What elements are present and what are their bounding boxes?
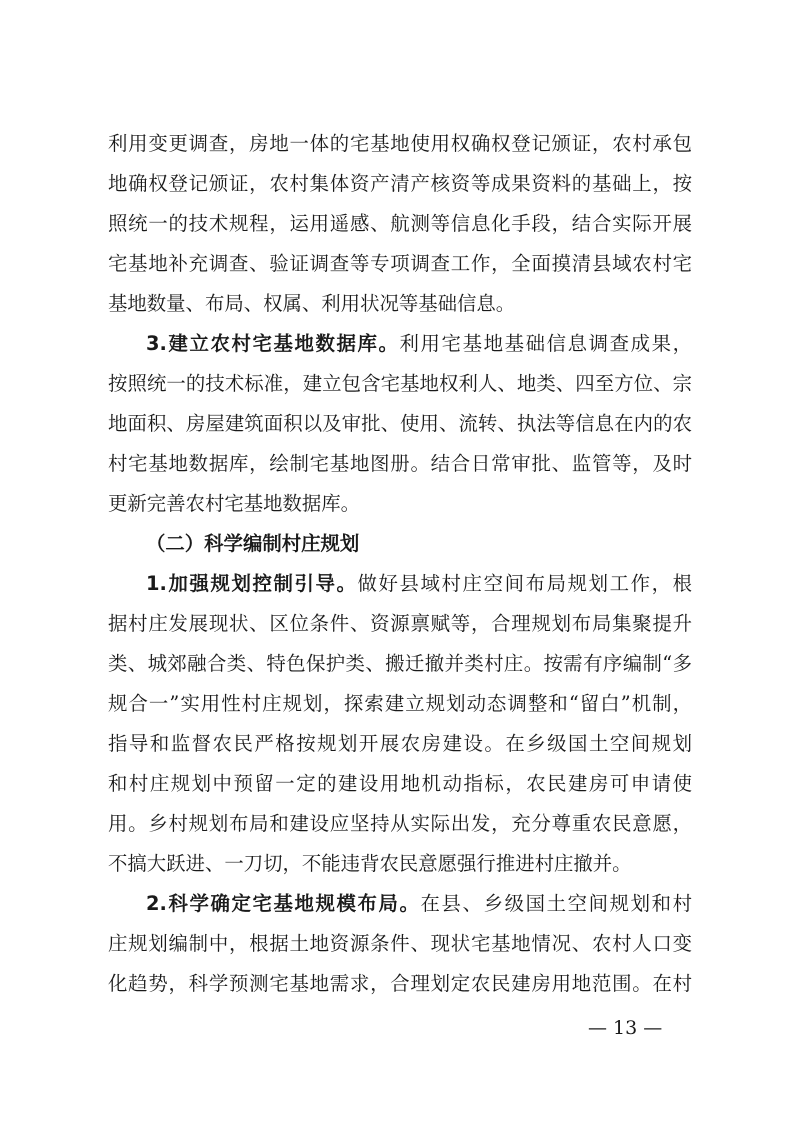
text-line: 类、城郊融合类、特色保护类、搬迁撤并类村庄。按需有序编制“多 xyxy=(108,652,692,675)
section-heading-3: 3.建立农村宅基地数据库。 xyxy=(146,332,400,355)
text-line: 基地数量、布局、权属、利用状况等基础信息。 xyxy=(108,292,516,315)
text-line: 地确权登记颁证，农村集体资产清产核资等成果资料的基础上，按 xyxy=(108,172,692,195)
section-heading-2: 2.科学确定宅基地规模布局。 xyxy=(146,892,421,915)
text-line: 按照统一的技术标准，建立包含宅基地权利人、地类、四至方位、宗 xyxy=(108,372,692,395)
text-line: 村宅基地数据库，绘制宅基地图册。结合日常审批、监管等，及时 xyxy=(108,452,692,475)
chapter-heading: （二）科学编制村庄规划 xyxy=(146,532,360,555)
text-line: 指导和监督农民严格按规划开展农房建设。在乡级国土空间规划 xyxy=(108,732,692,755)
section-line xyxy=(108,884,692,924)
section-line xyxy=(108,564,692,604)
text-line: 化趋势，科学预测宅基地需求，合理划定农民建房用地范围。在村 xyxy=(108,972,692,995)
page-number: — 13 — xyxy=(588,1017,663,1039)
section-line xyxy=(108,324,692,364)
text-line: 不搞大跃进、一刀切，不能违背农民意愿强行推进村庄撤并。 xyxy=(108,852,632,875)
text-line: 规合一”实用性村庄规划，探索建立规划动态调整和“留白”机制， xyxy=(108,692,692,715)
text-line: 宅基地补充调查、验证调查等专项调查工作，全面摸清县域农村宅 xyxy=(108,252,692,275)
text-line: 照统一的技术规程，运用遥感、航测等信息化手段，结合实际开展 xyxy=(108,212,692,235)
section-text: 在县、乡级国土空间规划和村 xyxy=(420,892,692,915)
text-line: 用。乡村规划布局和建设应坚持从实际出发，充分尊重农民意愿， xyxy=(108,812,692,835)
text-line: 和村庄规划中预留一定的建设用地机动指标，农民建房可申请使 xyxy=(108,772,692,795)
text-line: 地面积、房屋建筑面积以及审批、使用、流转、执法等信息在内的农 xyxy=(108,412,692,435)
text-line: 据村庄发展现状、区位条件、资源禀赋等，合理规划布局集聚提升 xyxy=(108,612,692,635)
text-line: 利用变更调查，房地一体的宅基地使用权确权登记颁证，农村承包 xyxy=(108,132,692,155)
text-line: 庄规划编制中，根据土地资源条件、现状宅基地情况、农村人口变 xyxy=(108,932,692,955)
section-heading-1: 1.加强规划控制引导。 xyxy=(146,572,358,595)
text-line: 更新完善农村宅基地数据库。 xyxy=(108,492,361,515)
body-text xyxy=(108,124,692,1004)
section-text: 做好县域村庄空间布局规划工作，根 xyxy=(357,572,692,595)
section-text: 利用宅基地基础信息调查成果， xyxy=(399,332,692,355)
